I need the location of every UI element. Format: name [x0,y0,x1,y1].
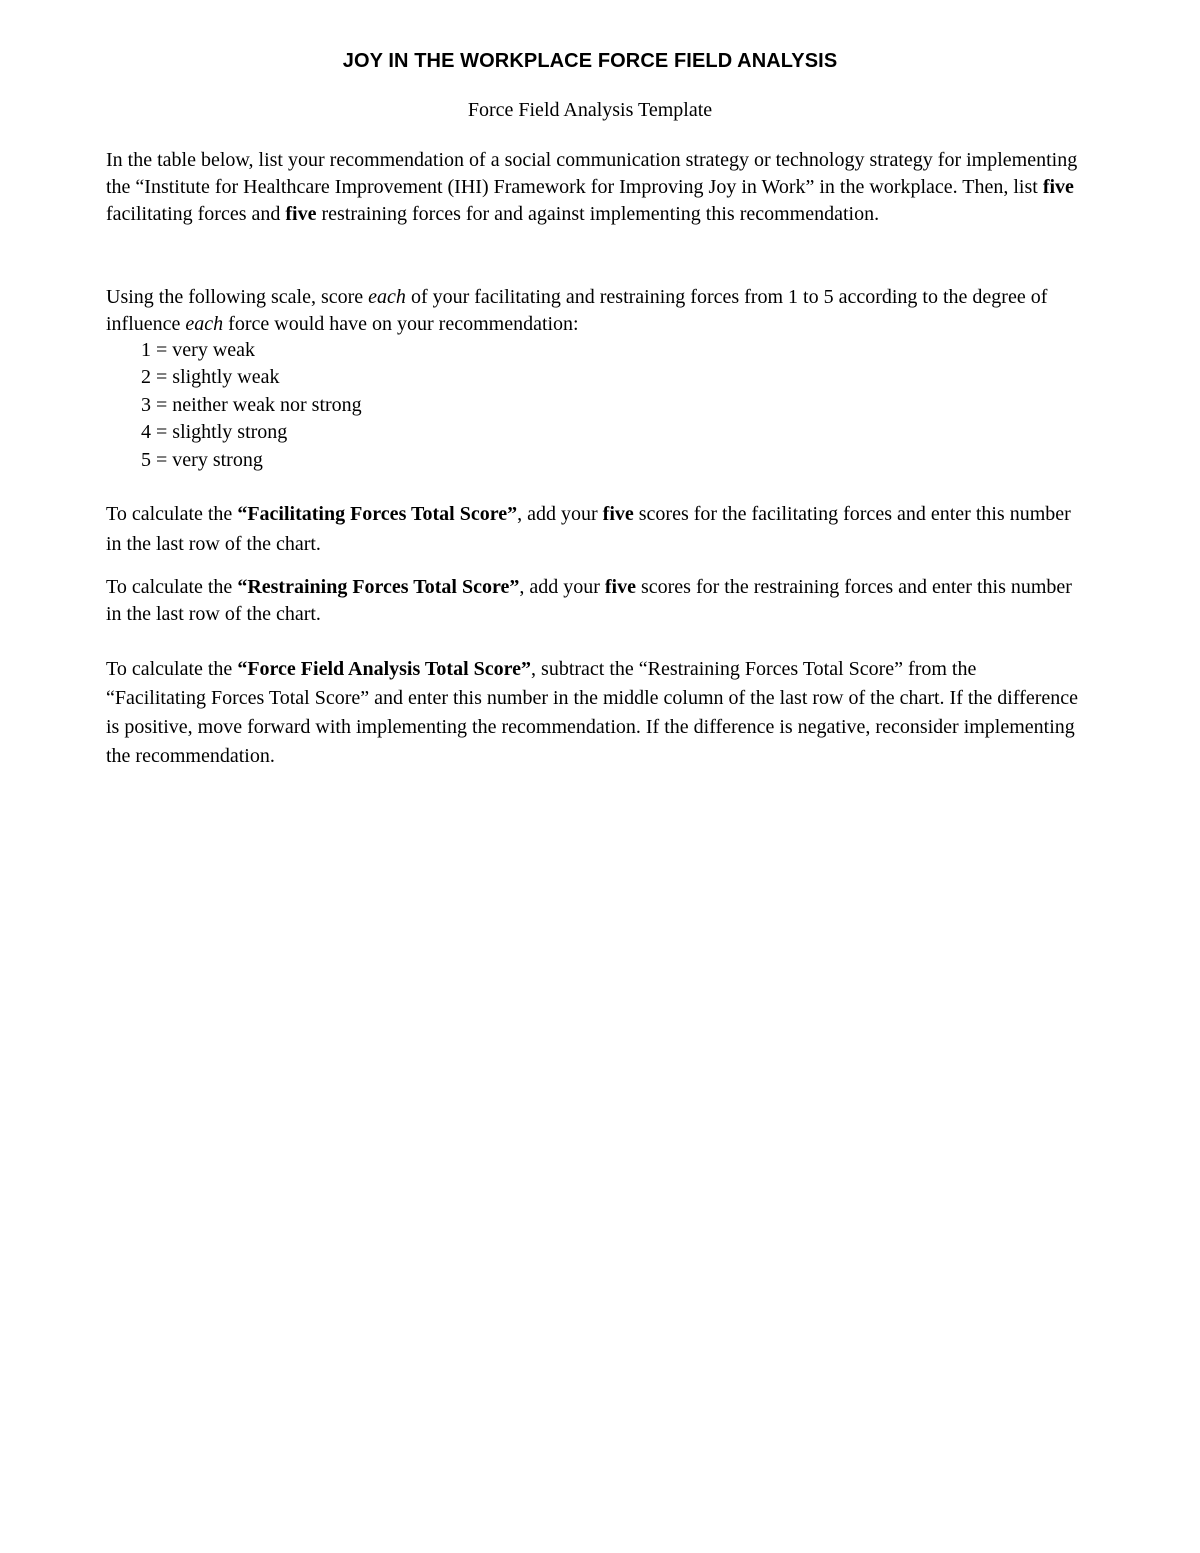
instructions-paragraph: In the table below, list your recommendation of a social communication strategy or technology strategy for implementing the “Institute for Healthcare Improvement (IHI) Framework for Improving Joy in Work” in the workplace. Then, list five facilitating forces and five restraining forces for and against implementing this recommendation. [106,149,1078,225]
scale-list [141,337,641,474]
facilitating-total-paragraph: To calculate the “Facilitating Forces Total Score”, add your five scores for the facilitating forces and enter this number in the last row of the chart. [106,503,1071,555]
restraining-total-paragraph: To calculate the “Restraining Forces Total Score”, add your five scores for the restraining forces and enter this number in the last row of the chart. [106,576,1072,625]
emphasis-five: five [604,576,636,598]
scale-item: 5 = very strong [141,448,263,471]
document-title: JOY IN THE WORKPLACE FORCE FIELD ANALYSIS [342,50,838,72]
emphasis-five: five [1042,176,1074,198]
document-subtitle: Force Field Analysis Template [467,99,713,121]
scale-item: 3 = neither weak nor strong [141,393,362,416]
emphasis-each: each [185,313,224,335]
emphasis-five: five [285,203,317,225]
scale-item: 4 = slightly strong [141,421,288,444]
scale-item: 2 = slightly weak [141,366,280,389]
scale-intro-paragraph: Using the following scale, score each of your facilitating and restraining forces from 1 to 5 according to the degree of influence each force would have on your recommendation: [106,286,1048,335]
force-field-total-paragraph: To calculate the “Force Field Analysis Total Score”, subtract the “Restraining Forces Total Score” from the “Facilitating Forces Total Score” and enter this number in the middle column of the last row of the chart. If the difference is positive, move forward with implementing the recommendation. If the difference is negative, reconsider implementing the recommendation. [106,658,1078,767]
facilitating-total-term: “Facilitating Forces Total Score” [237,503,518,525]
force-field-total-term: “Force Field Analysis Total Score” [237,658,532,680]
emphasis-five: five [602,503,634,525]
scale-item: 1 = very weak [141,339,256,361]
emphasis-each: each [368,286,406,308]
restraining-total-term: “Restraining Forces Total Score” [237,576,520,598]
